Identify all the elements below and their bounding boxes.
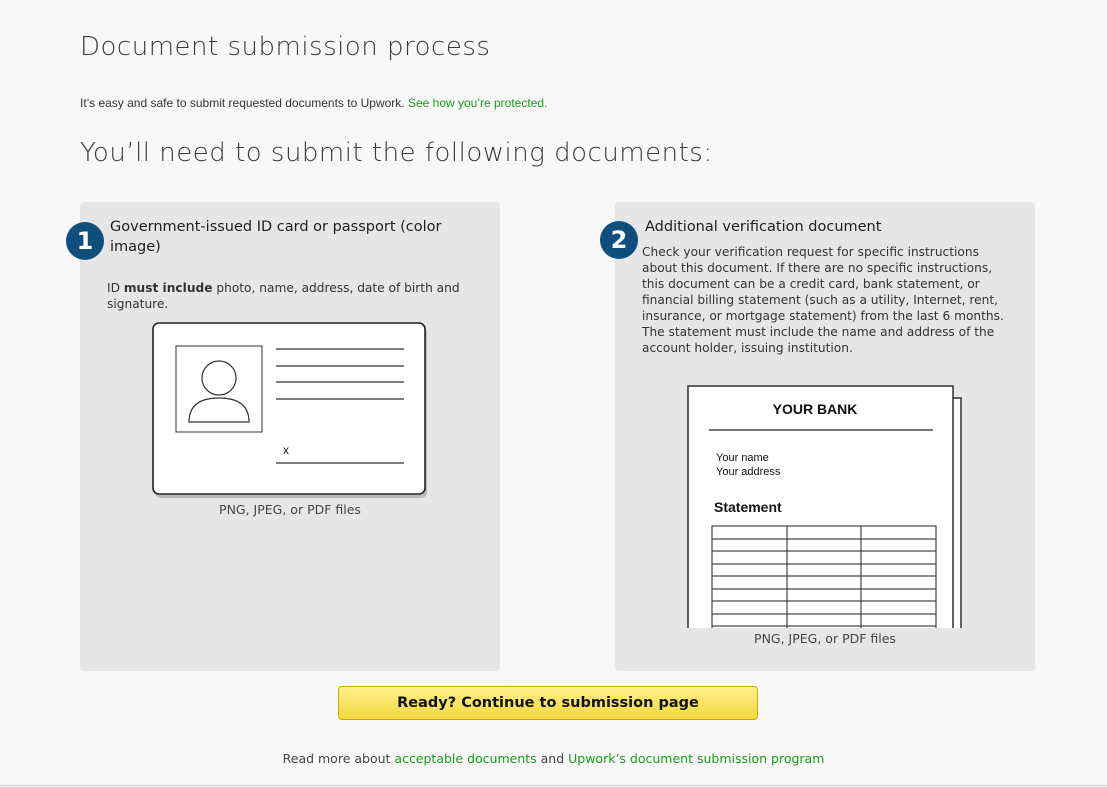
submission-program-link[interactable]: Upwork’s document submission program [568, 751, 825, 766]
bank-statement-illustration [685, 384, 965, 630]
id-text-bold: must include [123, 281, 213, 295]
intro-label: It’s easy and safe to submit requested documents to Upwork. [80, 96, 408, 110]
id-card-description [107, 280, 477, 312]
protection-link[interactable]: See how you’re protected. [407, 96, 548, 110]
bottom-divider [0, 785, 1107, 786]
acceptable-documents-link[interactable]: acceptable documents [394, 751, 537, 766]
section-title: You’ll need to submit the following documents: [80, 138, 713, 168]
bank-your-name: Your name [716, 452, 769, 464]
bank-name: YOUR BANK [772, 401, 858, 417]
step-badge-2: 2 [600, 221, 638, 259]
footer-middle: and [536, 751, 569, 766]
verification-document-card [610, 202, 1035, 671]
bank-your-address: Your address [716, 466, 781, 478]
step-badge-1: 1 [66, 222, 104, 260]
id-text-prefix: ID [107, 281, 124, 295]
signature-mark: x [283, 443, 289, 457]
bank-statement-label: Statement [714, 499, 782, 515]
intro-text [80, 96, 547, 110]
verification-card-heading: Additional verification document [645, 219, 882, 235]
page-title: Document submission process [80, 32, 491, 62]
footer-text [0, 751, 1107, 766]
continue-submission-button[interactable]: Ready? Continue to submission page [338, 686, 758, 720]
id-card-illustration [152, 322, 430, 500]
verification-file-types: PNG, JPEG, or PDF files [754, 631, 896, 646]
id-text-suffix: photo, name, address, date of birth and signature. [107, 281, 460, 311]
footer-prefix: Read more about [282, 751, 395, 766]
id-document-card [76, 202, 500, 671]
verification-card-description: Check your verification request for specific instructions about this document. If there are no specific instructions, this document can be a credit card, bank statement, or financial billing statement (such as a utility, Internet, rent, insurance, or mortgage statement) from the last 6 months. The statement must include the name and address of the account holder, issuing institution. [642, 245, 1004, 355]
id-card-heading: Government-issued ID card or passport (color image) [110, 219, 442, 255]
id-file-types: PNG, JPEG, or PDF files [219, 502, 361, 517]
